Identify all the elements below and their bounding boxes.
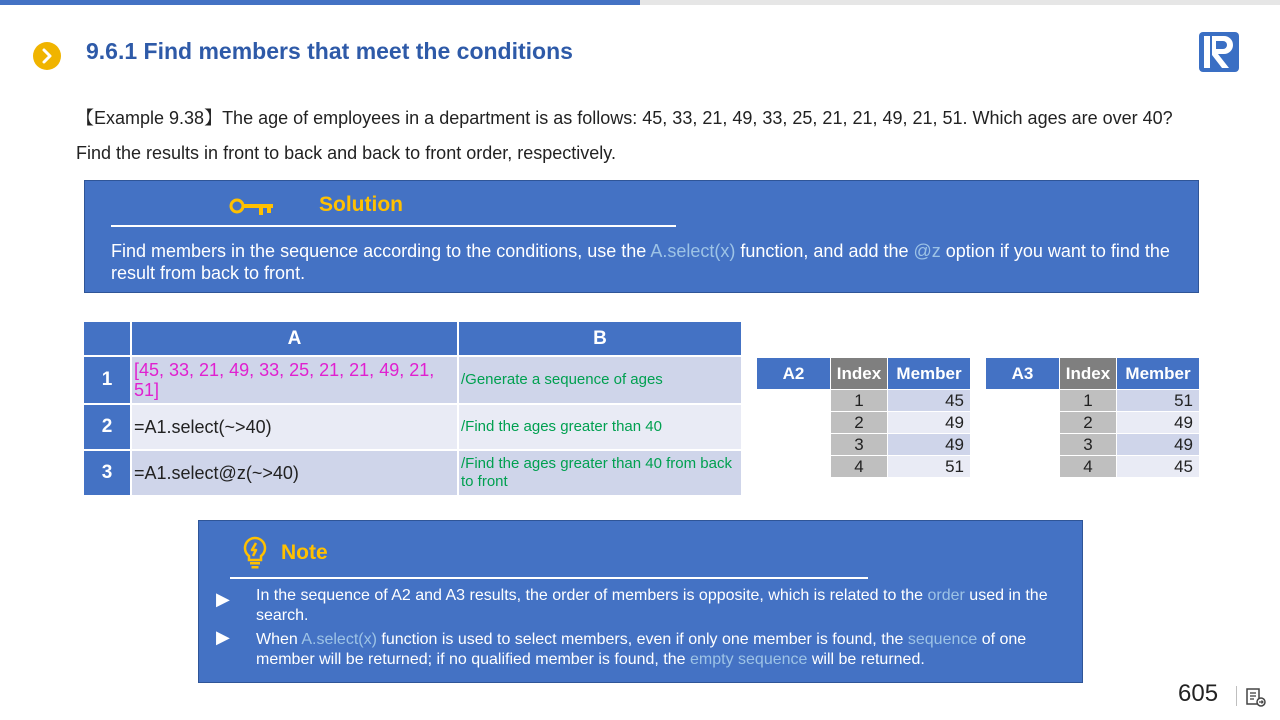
solution-text: Find members in the sequence according to the conditions, use the A.select(x) function, and add the @z option if you want to find the result from back to front. xyxy=(111,241,1170,283)
note-item: In the sequence of A2 and A3 results, the order of members is opposite, which is related to the order used in the search. xyxy=(256,587,1048,624)
text-highlight: order xyxy=(927,587,965,604)
row-header: 3 xyxy=(83,450,131,496)
grid-cell-a2[interactable]: =A1.select(~>40) xyxy=(131,404,458,450)
divider xyxy=(111,225,676,227)
presentation-nav-icon[interactable] xyxy=(1245,686,1267,713)
solution-title: Solution xyxy=(319,193,403,216)
index-cell: 4 xyxy=(1060,456,1117,478)
code-grid xyxy=(82,320,743,497)
result-name: A2 xyxy=(757,358,831,390)
key-icon xyxy=(229,197,275,222)
result-table-a3 xyxy=(985,357,1200,478)
triangle-bullet-icon: ▶ xyxy=(216,627,230,647)
grid-cell-b3[interactable]: /Find the ages greater than 40 from back to front xyxy=(458,450,742,496)
row-header: 1 xyxy=(83,356,131,404)
text-highlight: empty sequence xyxy=(690,651,808,668)
note-title: Note xyxy=(281,541,328,564)
index-cell: 2 xyxy=(1060,412,1117,434)
member-cell: 49 xyxy=(1117,412,1200,434)
member-cell: 51 xyxy=(888,456,971,478)
member-cell: 49 xyxy=(1117,434,1200,456)
lightbulb-icon xyxy=(242,536,268,575)
row-header: 2 xyxy=(83,404,131,450)
member-cell: 49 xyxy=(888,434,971,456)
divider xyxy=(1236,686,1237,706)
chevron-right-icon xyxy=(33,42,61,70)
member-cell: 45 xyxy=(1117,456,1200,478)
index-cell: 2 xyxy=(831,412,888,434)
result-name: A3 xyxy=(986,358,1060,390)
member-cell: 51 xyxy=(1117,390,1200,412)
page-title: 9.6.1 Find members that meet the conditions xyxy=(86,38,573,64)
index-cell: 3 xyxy=(831,434,888,456)
raqsoft-logo xyxy=(1198,31,1240,73)
text-highlight: sequence xyxy=(907,631,978,648)
index-cell: 3 xyxy=(1060,434,1117,456)
index-cell: 1 xyxy=(831,390,888,412)
member-cell: 45 xyxy=(888,390,971,412)
column-header-member: Member xyxy=(1117,358,1200,390)
divider xyxy=(230,577,868,579)
result-table-a2 xyxy=(756,357,971,478)
grid-cell-a1[interactable]: [45, 33, 21, 49, 33, 25, 21, 21, 49, 21, 51] xyxy=(131,356,458,404)
grid-cell-a3[interactable]: =A1.select@z(~>40) xyxy=(131,450,458,496)
top-progress-bar xyxy=(0,0,640,5)
grid-cell-b1[interactable]: /Generate a sequence of ages xyxy=(458,356,742,404)
text-highlight: A.select(x) xyxy=(301,631,377,648)
code-highlight: A.select(x) xyxy=(650,241,736,261)
column-header-member: Member xyxy=(888,358,971,390)
index-cell: 4 xyxy=(831,456,888,478)
column-header-a: A xyxy=(131,321,458,356)
column-header-index: Index xyxy=(1060,358,1117,390)
grid-cell-b2[interactable]: /Find the ages greater than 40 xyxy=(458,404,742,450)
code-highlight: @z xyxy=(913,241,941,261)
column-header-index: Index xyxy=(831,358,888,390)
top-bar-track xyxy=(640,0,1280,5)
triangle-bullet-icon: ▶ xyxy=(216,589,230,609)
member-cell: 49 xyxy=(888,412,971,434)
index-cell: 1 xyxy=(1060,390,1117,412)
column-header-b: B xyxy=(458,321,742,356)
grid-corner xyxy=(83,321,131,356)
page-number: 605 xyxy=(1178,680,1219,707)
note-item: When A.select(x) function is used to select members, even if only one member is found, the sequence of one member will be returned; if no qualified member is found, the empty sequence will be returned. xyxy=(256,631,1027,668)
example-description: 【Example 9.38】The age of employees in a department is as follows: 45, 33, 21, 49, 33, 25, 21, 21, 49, 21, 51. Which ages are over 40? Find the results in front to back and back to front order, respectively. xyxy=(76,108,1173,163)
